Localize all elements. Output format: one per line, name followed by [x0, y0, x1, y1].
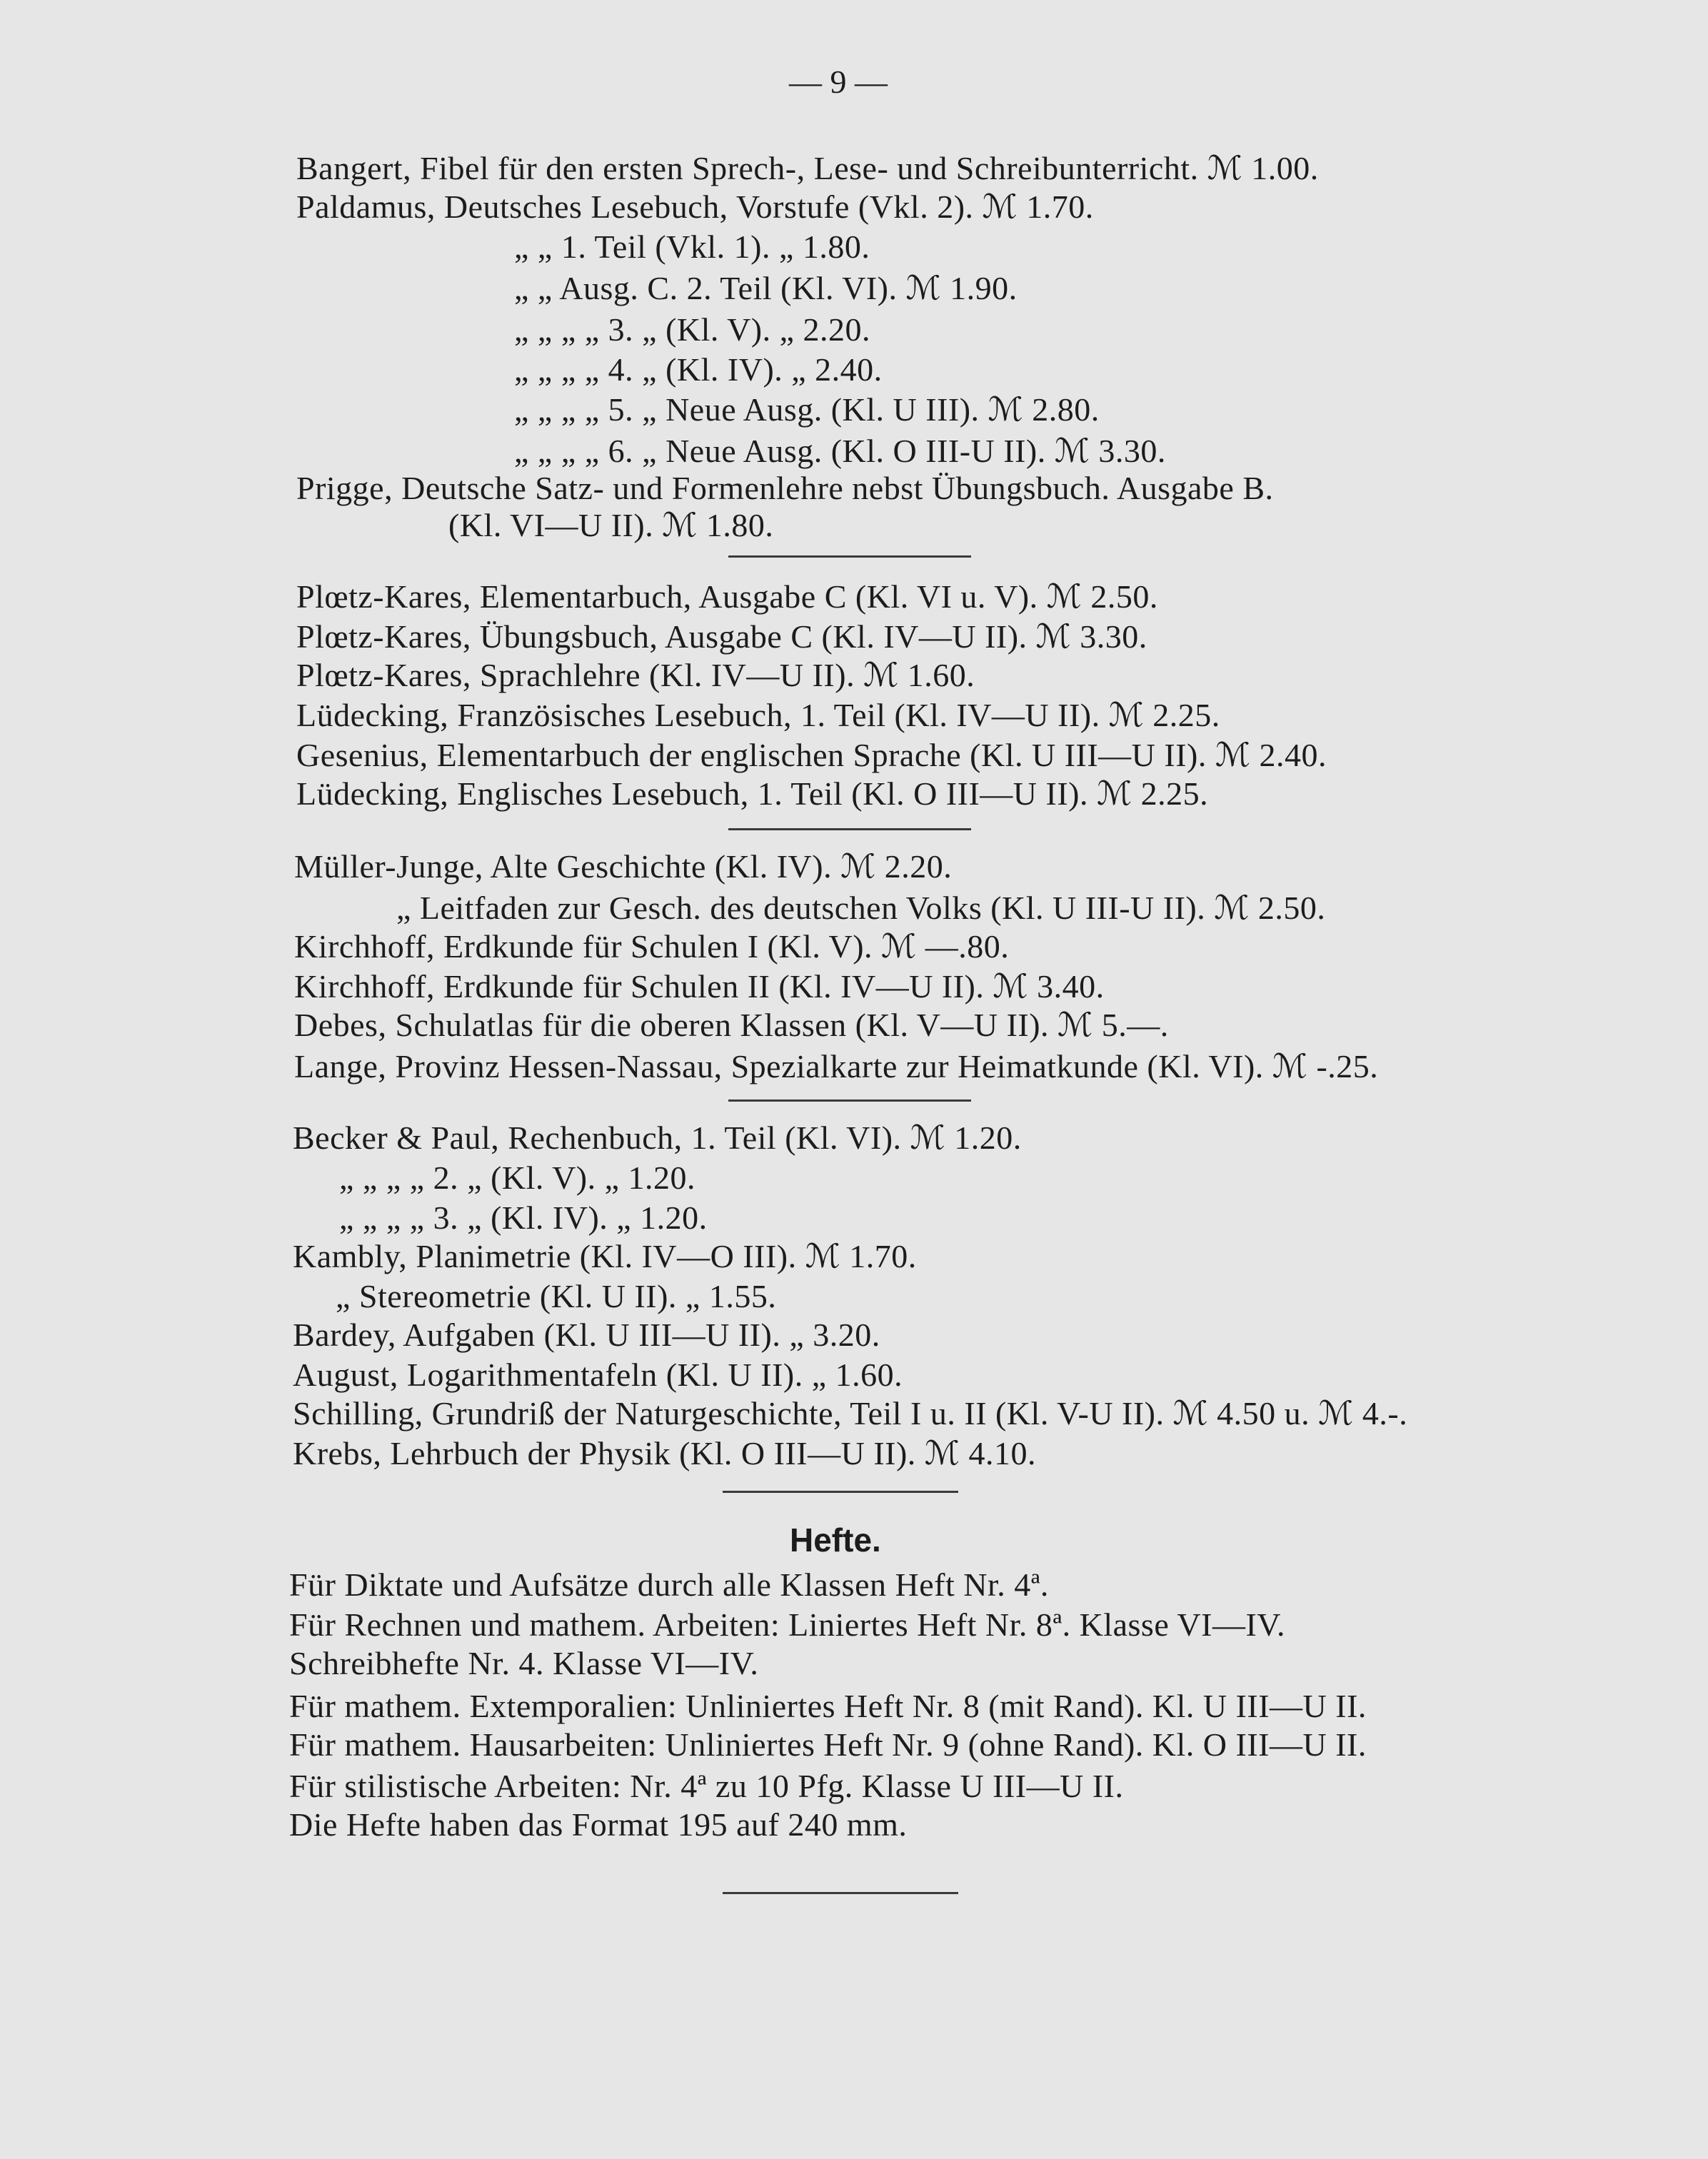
book-entry: „ Stereometrie (Kl. U II). „ 1.55.	[336, 1278, 777, 1314]
notebook-entry: Für mathem. Extemporalien: Unliniertes Heft Nr. 8 (mit Rand). Kl. U III—U II.	[289, 1688, 1367, 1724]
book-entry: „ „ „ „ 6. „ Neue Ausg. (Kl. O III-U II). ℳ 3.30.	[514, 433, 1166, 469]
book-entry: Plœtz-Kares, Übungsbuch, Ausgabe C (Kl. IV—U II). ℳ 3.30.	[296, 618, 1147, 655]
notebook-entry: Für stilistische Arbeiten: Nr. 4ª zu 10 Pfg. Klasse U III—U II.	[289, 1768, 1124, 1804]
book-entry: Schilling, Grundriß der Naturgeschichte, Teil I u. II (Kl. V-U II). ℳ 4.50 u. ℳ 4.-.	[293, 1395, 1408, 1431]
book-entry: „ „ 1. Teil (Vkl. 1). „ 1.80.	[514, 228, 870, 265]
book-entry: „ „ „ „ 4. „ (Kl. IV). „ 2.40.	[514, 351, 883, 388]
book-entry: Kambly, Planimetrie (Kl. IV—O III). ℳ 1.70.	[293, 1238, 917, 1274]
book-entry: Becker & Paul, Rechenbuch, 1. Teil (Kl. VI). ℳ 1.20.	[293, 1119, 1022, 1156]
book-entry: „ „ „ „ 3. „ (Kl. V). „ 2.20.	[514, 311, 871, 348]
book-entry: Lange, Provinz Hessen-Nassau, Spezialkarte zur Heimatkunde (Kl. VI). ℳ -.25.	[294, 1048, 1379, 1084]
book-entry: „ „ „ „ 3. „ (Kl. IV). „ 1.20.	[339, 1199, 708, 1236]
end-divider	[723, 1892, 958, 1894]
book-entry: „ „ „ „ 5. „ Neue Ausg. (Kl. U III). ℳ 2.80.	[514, 391, 1100, 428]
book-entry: Plœtz-Kares, Elementarbuch, Ausgabe C (Kl. VI u. V). ℳ 2.50.	[296, 578, 1158, 615]
book-entry: Bardey, Aufgaben (Kl. U III—U II). „ 3.20.	[293, 1317, 880, 1353]
book-entry: Kirchhoff, Erdkunde für Schulen I (Kl. V). ℳ —.80.	[294, 928, 1010, 965]
book-entry: „ „ Ausg. C. 2. Teil (Kl. VI). ℳ 1.90.	[514, 270, 1018, 306]
section-divider	[728, 555, 971, 558]
book-entry: Plœtz-Kares, Sprachlehre (Kl. IV—U II). ℳ 1.60.	[296, 657, 975, 693]
book-entry: Kirchhoff, Erdkunde für Schulen II (Kl. IV—U II). ℳ 3.40.	[294, 968, 1105, 1005]
section-divider	[728, 1099, 971, 1102]
page-number: — 9 —	[789, 64, 888, 100]
book-entry: Krebs, Lehrbuch der Physik (Kl. O III—U II). ℳ 4.10.	[293, 1435, 1036, 1471]
notebook-entry: Die Hefte haben das Format 195 auf 240 mm.	[289, 1806, 908, 1843]
book-entry: Lüdecking, Französisches Lesebuch, 1. Teil (Kl. IV—U II). ℳ 2.25.	[296, 697, 1220, 733]
book-entry: Debes, Schulatlas für die oberen Klassen (Kl. V—U II). ℳ 5.—.	[294, 1007, 1169, 1043]
notebook-entry: Für mathem. Hausarbeiten: Unliniertes Heft Nr. 9 (ohne Rand). Kl. O III—U II.	[289, 1726, 1367, 1763]
book-entry: (Kl. VI—U II). ℳ 1.80.	[448, 507, 774, 543]
book-entry: Lüdecking, Englisches Lesebuch, 1. Teil (Kl. O III—U II). ℳ 2.25.	[296, 775, 1209, 812]
book-entry: August, Logarithmentafeln (Kl. U II). „ 1.60.	[293, 1357, 903, 1393]
book-entry: Paldamus, Deutsches Lesebuch, Vorstufe (Vkl. 2). ℳ 1.70.	[296, 188, 1094, 225]
book-entry: Bangert, Fibel für den ersten Sprech-, Lese- und Schreibunterricht. ℳ 1.00.	[296, 150, 1319, 186]
book-entry: „ Leitfaden zur Gesch. des deutschen Volks (Kl. U III-U II). ℳ 2.50.	[396, 890, 1326, 926]
book-entry: „ „ „ „ 2. „ (Kl. V). „ 1.20.	[339, 1159, 696, 1196]
notebook-entry: Schreibhefte Nr. 4. Klasse VI—IV.	[289, 1645, 759, 1681]
book-entry: Gesenius, Elementarbuch der englischen Sprache (Kl. U III—U II). ℳ 2.40.	[296, 737, 1327, 773]
book-entry: Prigge, Deutsche Satz- und Formenlehre nebst Übungsbuch. Ausgabe B.	[296, 470, 1274, 506]
notebook-entry: Für Diktate und Aufsätze durch alle Klassen Heft Nr. 4ª.	[289, 1566, 1049, 1603]
hefte-heading: Hefte.	[790, 1521, 881, 1559]
section-divider	[728, 828, 971, 830]
section-divider	[723, 1491, 958, 1493]
book-entry: Müller-Junge, Alte Geschichte (Kl. IV). ℳ 2.20.	[294, 848, 953, 885]
notebook-entry: Für Rechnen und mathem. Arbeiten: Liniertes Heft Nr. 8ª. Klasse VI—IV.	[289, 1606, 1286, 1643]
